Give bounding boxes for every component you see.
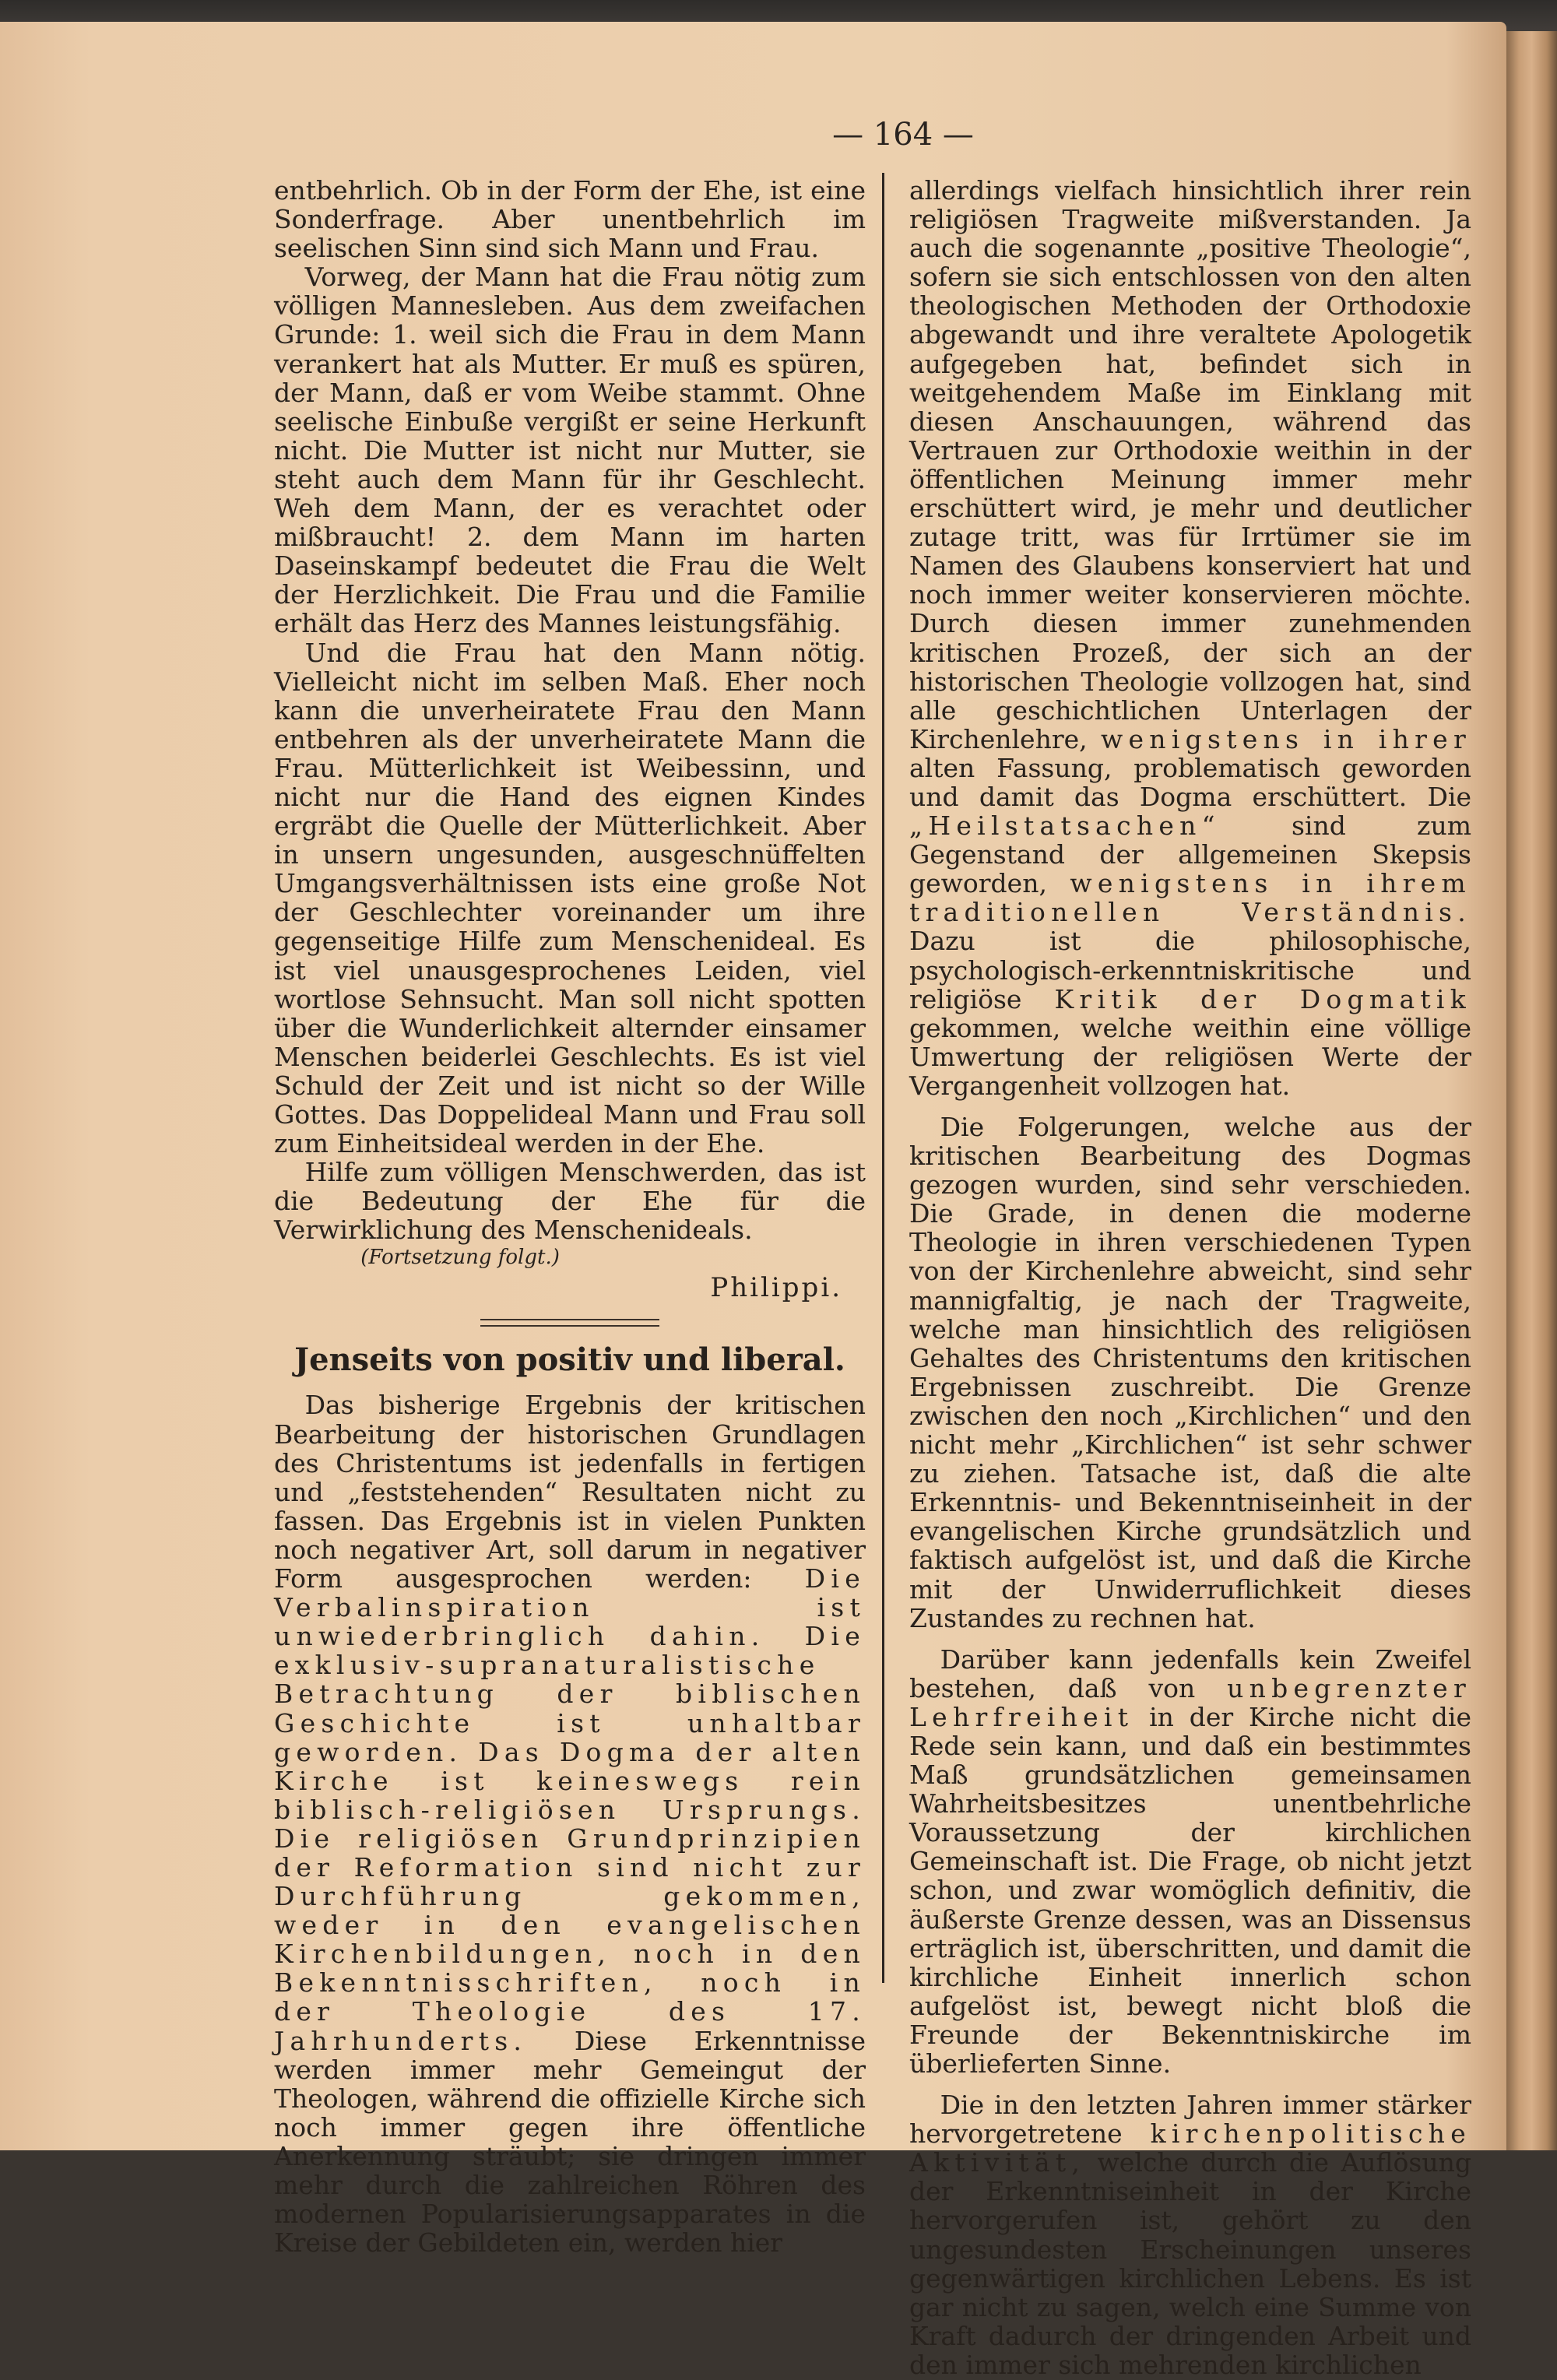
paragraph-gap — [909, 2078, 1471, 2090]
text-run: Darüber kann jedenfalls kein Zweifel bestehen, daß von — [909, 1644, 1471, 1703]
text-run: in der Kirche nicht die Rede sein kann, und daß ein bestimmtes Maß grundsätzlichen gemeinsamen Wahrheitsbesitzes unentbehrliche Voraussetzung der kirchlichen Gemeinschaft ist. Die Frage, ob nicht jetzt schon, und zwar womöglich definitiv, die äußerste Grenze dessen, was an Dissensus erträglich ist, überschritten, und damit die kirchliche Einheit innerlich schon aufgelöst ist, bewegt nicht bloß die Freunde der Bekenntniskirche im überlieferten Sinne. — [909, 1701, 1471, 2079]
right-column — [909, 176, 1471, 2379]
paragraph-gap — [909, 1633, 1471, 1645]
spaced-emphasis: Kritik der Dogmatik — [1054, 983, 1471, 1014]
spaced-emphasis: kirchenpolitische Aktivität, — [909, 2118, 1471, 2178]
spaced-theses: Die Verbalinspiration ist unwiederbringlich dahin. Die exklusiv-supranaturalistische Betrachtung der biblischen Geschichte ist unhaltbar geworden. Das Dogma der alten Kirche ist keineswegs rein biblisch-religiösen Ursprungs. Die religiösen Grundprinzipien der Reformation sind nicht zur Durchführung gekommen, weder in den evangelischen Kirchenbildungen, noch in den Bekenntnisschriften, noch in der Theologie des 17. Jahrhunderts. — [274, 1563, 866, 2056]
article-title: Jenseits von positiv und liberal. — [294, 1341, 845, 1379]
text-run: sind zum Gegenstand der allgemeinen Skepsis geworden, — [909, 810, 1471, 899]
paragraph-woman-needs-man: Und die Frau hat den Mann nötig. Vielleicht nicht im selben Maß. Eher noch kann die unverheiratete Frau den Mann entbehren als der unverheiratete Mann die Frau. Mütterlichkeit ist Weibessinn, und nicht nur die Hand des eignen Kindes ergräbt die Quelle der Mütterlichkeit. Aber in unsern ungesunden, ausgeschnüffelten Umgangsverhältnissen ists eine große Not der Geschlechter voreinander um ihre gegenseitige Hilfe zum Menschenideal. Es ist viel unausgesprochenes Leiden, viel wortlose Sehnsucht. Man soll nicht spotten über die Wunderlichkeit alternder einsamer Menschen beiderlei Geschlechts. Es ist viel Schuld der Zeit und ist nicht so der Wille Gottes. Das Doppelideal Mann und Frau soll zum Einheitsideal werden in der Ehe. — [274, 637, 866, 1159]
text-run: allerdings vielfach hinsichtlich ihrer rein religiösen Tragweite mißverstanden. Ja auch die sogenannte „positive Theologie“, sofern sie sich entschlossen von den alten theologischen Methoden der Orthodoxie abgewandt und ihre veraltete Apologetik aufgegeben hat, befindet sich in weitgehendem Maße im Einklang mit diesen Anschauungen, während das Vertrauen zur Orthodoxie weithin in der öffentlichen Meinung immer mehr erschüttert wird, je mehr und deutlicher zutage tritt, was für Irrtümer sie im Namen des Glaubens konserviert hat und noch immer weiter konservieren möchte. Durch diesen immer zunehmenden kritischen Prozeß, der sich an der historischen Theologie vollzogen hat, sind alle geschichtlichen Unterlagen der Kirchenlehre, — [909, 175, 1471, 754]
intro-paragraph: entbehrlich. Ob in der Form der Ehe, ist eine Sonderfrage. Aber unentbehrlich im seelischen Sinn sind sich Mann und Frau. — [274, 175, 866, 264]
text-run: gekommen, welche weithin eine völlige Umwertung der religiösen Werte der Vergangenheit vollzogen hat. — [909, 1012, 1471, 1101]
text-run: Dazu ist die philosophische, psychologisch-erkenntniskritische und religiöse — [909, 926, 1471, 1014]
page-stack-edge — [1506, 31, 1557, 2150]
paragraph-gap — [909, 1100, 1471, 1113]
spaced-emphasis: „Heilstatsachen“ — [909, 810, 1221, 842]
text-run: alten Fassung, problematisch geworden und damit das Dogma erschüttert. Die — [909, 752, 1471, 812]
paragraph-man-needs-woman: Vorweg, der Mann hat die Frau nötig zum völligen Mannesleben. Aus dem zweifachen Grunde: 1. weil sich die Frau in dem Mann verankert hat als Mutter. Er muß es spüren, der Mann, daß er vom Weibe stammt. Ohne seelische Einbuße vergißt er seine Herkunft nicht. Die Mutter ist nicht nur Mutter, sie steht auch dem Mann für ihr Geschlecht. Weh dem Mann, der es verachtet oder mißbraucht! 2. dem Mann im harten Daseinskampf bedeutet die Frau die Welt der Herzlichkeit. Die Frau und die Familie erhält das Herz des Mannes leistungsfähig. — [274, 262, 866, 639]
paragraph-theology — [909, 176, 1471, 1100]
paragraph-church-politics — [909, 2090, 1471, 2379]
spaced-emphasis: wenigstens in ihrem traditionellen Verständnis. — [909, 868, 1471, 928]
column-divider — [882, 173, 884, 1983]
spaced-emphasis: wenigstens in ihrer — [1101, 723, 1471, 754]
paragraph-meaning-of-marriage: Hilfe zum völligen Menschwerden, das ist die Bedeutung der Ehe für die Verwirklichung des Menschenideals. — [274, 1157, 866, 1246]
continuation-note: (Fortsetzung folgt.) — [360, 1246, 560, 1270]
paragraph-consequences: Die Folgerungen, welche aus der kritischen Bearbeitung des Dogmas gezogen wurden, sind sehr verschieden. Die Grade, in denen die moderne Theologie in ihren verschiedenen Typen von der Kirchenlehre abweicht, sind sehr mannigfaltig, je nach der Tragweite, welche man hinsichtlich des religiösen Gehaltes des Christentums den kritischen Ergebnissen zuschreibt. Die Grenze zwischen den noch „Kirchlichen“ und den nicht mehr „Kirchlichen“ ist sehr schwer zu ziehen. Tatsache ist, daß die alte Erkenntnis- und Bekenntniseinheit in der evangelischen Kirche grundsätzlich und faktisch aufgelöst ist, und daß die Kirche mit der Unwiderruflichkeit dieses Zustandes zu rechnen hat. — [909, 1112, 1471, 1633]
article-intro-text: Das bisherige Ergebnis der kritischen Bearbeitung der historischen Grundlagen des Christentums ist jedenfalls in fertigen und „feststehenden“ Resultaten nicht zu fassen. Das Ergebnis ist in vielen Punkten noch negativer Art, soll darum in negativer Form ausgesprochen werden: — [274, 1390, 866, 1594]
article-paragraph — [274, 1390, 866, 2257]
spaced-emphasis: unbegrenzter Lehrfreiheit — [909, 1672, 1471, 1732]
page-number: — 164 — — [832, 117, 974, 153]
article-continuation-text: Diese Erkenntnisse werden immer mehr Gemeingut der Theologen, während die offizielle Kirche sich noch immer gegen ihre öffentliche Anerkennung sträubt; sie dringen immer mehr durch die zahlreichen Röhren des modernen Popularisierungsapparates in die Kreise der Gebildeten ein, werden hier — [274, 2025, 866, 2259]
section-divider — [480, 1319, 659, 1327]
paragraph-doctrinal-freedom — [909, 1645, 1471, 2078]
text-run: Die in den letzten Jahren immer stärker hervorgetretene — [909, 2090, 1471, 2150]
author-signature: Philippi. — [710, 1272, 842, 1304]
left-column — [274, 176, 866, 2257]
text-run: welche durch die Auflösung der Erkenntniseinheit in der Kirche hervorgerufen ist, gehört zu den ungesundesten Erscheinungen unseres gegenwärtigen kirchlichen Lebens. Es ist gar nicht zu sagen, welch eine Summe von Kraft dadurch der dringenden Arbeit und den immer sich mehrenden kirchlichen — [909, 2147, 1471, 2380]
